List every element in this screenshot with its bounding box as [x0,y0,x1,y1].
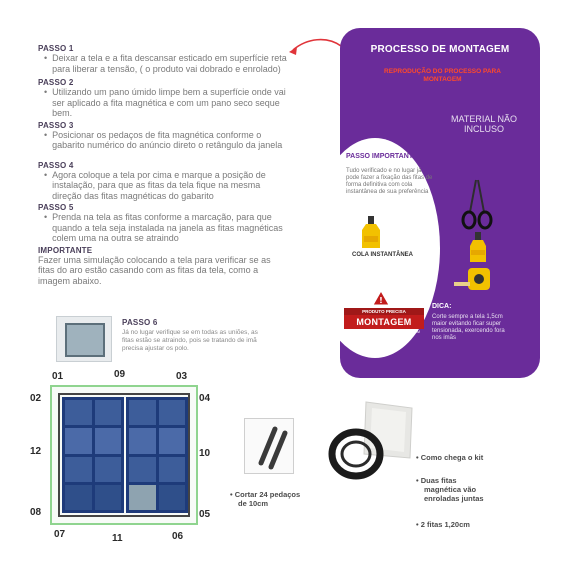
passo6-line: fitas estão se atraindo, pois se tratando de imã [122,337,257,344]
kit-image [326,398,416,484]
warning-icon [372,290,390,306]
label-09: 09 [114,369,126,380]
step-1-title: PASSO 1 [38,44,74,53]
label-11: 11 [112,533,123,544]
badge-main-text: MONTAGEM [344,315,424,329]
step-3-line: Posicionar os pedaços de fita magnética conforme o [52,129,262,140]
cut-line-1: Cortar 24 pedaços [234,490,301,499]
magnet-pieces-box [244,418,294,474]
importante-line: fitas do aro estão casando com as fitas da tela, como a [38,265,259,275]
label-05: 05 [199,509,211,520]
label-12: 12 [30,446,42,457]
bullet: • [44,87,48,97]
step-3-line: gabarito numérico do anúncio direto o retângulo da janela [52,140,283,150]
dica-text: Corte sempre a tela 1,5cm maior evitando ficar super tensionada, exercendo fora nos imãs [432,314,505,341]
step-4-line: instalação, para que as fitas da tela fique na mesma [52,180,261,190]
bullet: • [230,490,233,499]
bullet: • [44,53,48,63]
montagem-panel [340,28,540,378]
step-1-line: Deixar a tela e a fita descansar esticado em superfície reta [52,53,287,63]
tapes-caption [416,476,484,503]
step-5-line: colem uma na outra se atraindo [52,233,179,243]
label-10: 10 [199,448,211,459]
window-pane-right [126,397,188,513]
window-frame [50,385,198,525]
tapes-line-3: enroladas juntas [424,494,484,503]
panel-title: PROCESSO DE MONTAGEM [370,44,510,55]
scissors-icon [460,176,494,232]
montagem-badge [344,308,424,339]
step-2-line: Utilizando um pano úmido limpe bem a superfície onde vai [52,87,286,97]
importante-line: Fazer uma simulação colocando a tela para verificar se as [38,254,271,265]
bullet: • [416,453,419,462]
window-pane-left [62,397,124,513]
step-5-line: Prenda na tela as fitas conforme a marcação, para que [52,212,272,222]
importante-line: imagem abaixo. [38,275,102,286]
kit-caption [416,453,483,462]
importante-title: IMPORTANTE [38,245,93,255]
label-04: 04 [199,393,211,404]
label-02: 02 [30,393,42,404]
cut-line-2: de 10cm [238,499,269,508]
step-5-title: PASSO 5 [38,203,74,212]
label-07: 07 [54,529,66,540]
label-08: 08 [30,507,42,518]
cola-label: COLA INSTANTÂNEA [352,252,413,258]
passo-importante-text: Tudo verificado e no lugar já pode fazer a fixação das fitas de forma definitiva com cola instantânea de sua preferência [346,168,433,195]
bullet: • [416,520,419,529]
step-5-line: quando a tela seja instalada na janela as fitas magnéticas [52,222,283,233]
bullet: • [44,212,48,222]
label-03: 03 [176,371,188,382]
two-tapes-text: 2 fitas 1,20cm [420,520,470,529]
label-01: 01 [52,371,64,382]
two-tapes-caption [416,520,470,529]
dica-title: DICA: [432,303,452,310]
cut-caption [230,490,300,508]
bullet: • [44,129,48,140]
tapes-line-2: magnética vão [424,485,477,494]
passo6-photo [56,316,112,362]
badge-bottom-text: SIGA PARA MONTAGEM E INSTALAÇÃO EM CORTE [348,330,420,339]
passo-importante-title: PASSO IMPORTANTE [346,153,418,160]
magnet-strip-icon [245,419,295,475]
bullet: • [416,476,419,485]
panel-subtitle: REPRODUÇÃO DO PROCESSO PARA MONTAGEM [384,68,501,83]
step-2-line: bem. [52,108,73,118]
material-note: MATERIAL NÃO INCLUSO [450,114,517,134]
step-3-title: PASSO 3 [38,120,74,130]
step-2-line: ser aplicado a fita magnética e com um pano seco seque [52,97,280,108]
passo6-line: Já no lugar verifique se em todas as uniões, as [122,329,258,336]
svg-text:!: ! [379,296,383,305]
step-1-line: para liberar a tensão, ( o produto vai dobrado e enrolado) [52,63,281,74]
passo6-block [122,318,312,353]
glue-bottle-icon [360,216,386,250]
step-4-title: PASSO 4 [38,160,74,170]
steps-column [38,44,338,286]
bullet: • [44,169,48,180]
passo6-title: PASSO 6 [122,318,158,327]
step-4-line: Agora coloque a tela por cima e marque a posição de [52,169,266,180]
glue-bottle-icon [468,232,490,264]
arrow-icon [285,36,345,62]
badge-top-text: PRODUTO PRECISA [344,308,424,315]
tapes-line-1: Duas fitas [420,476,457,485]
label-06: 06 [172,531,184,542]
passo6-line: precisa ajustar os polo. [122,345,189,352]
step-2-title: PASSO 2 [38,78,74,87]
tape-measure-icon [454,266,494,294]
kit-caption-text: Como chega o kit [420,453,484,462]
step-4-line: direção das fitas magnéticas do gabarito [52,190,214,201]
